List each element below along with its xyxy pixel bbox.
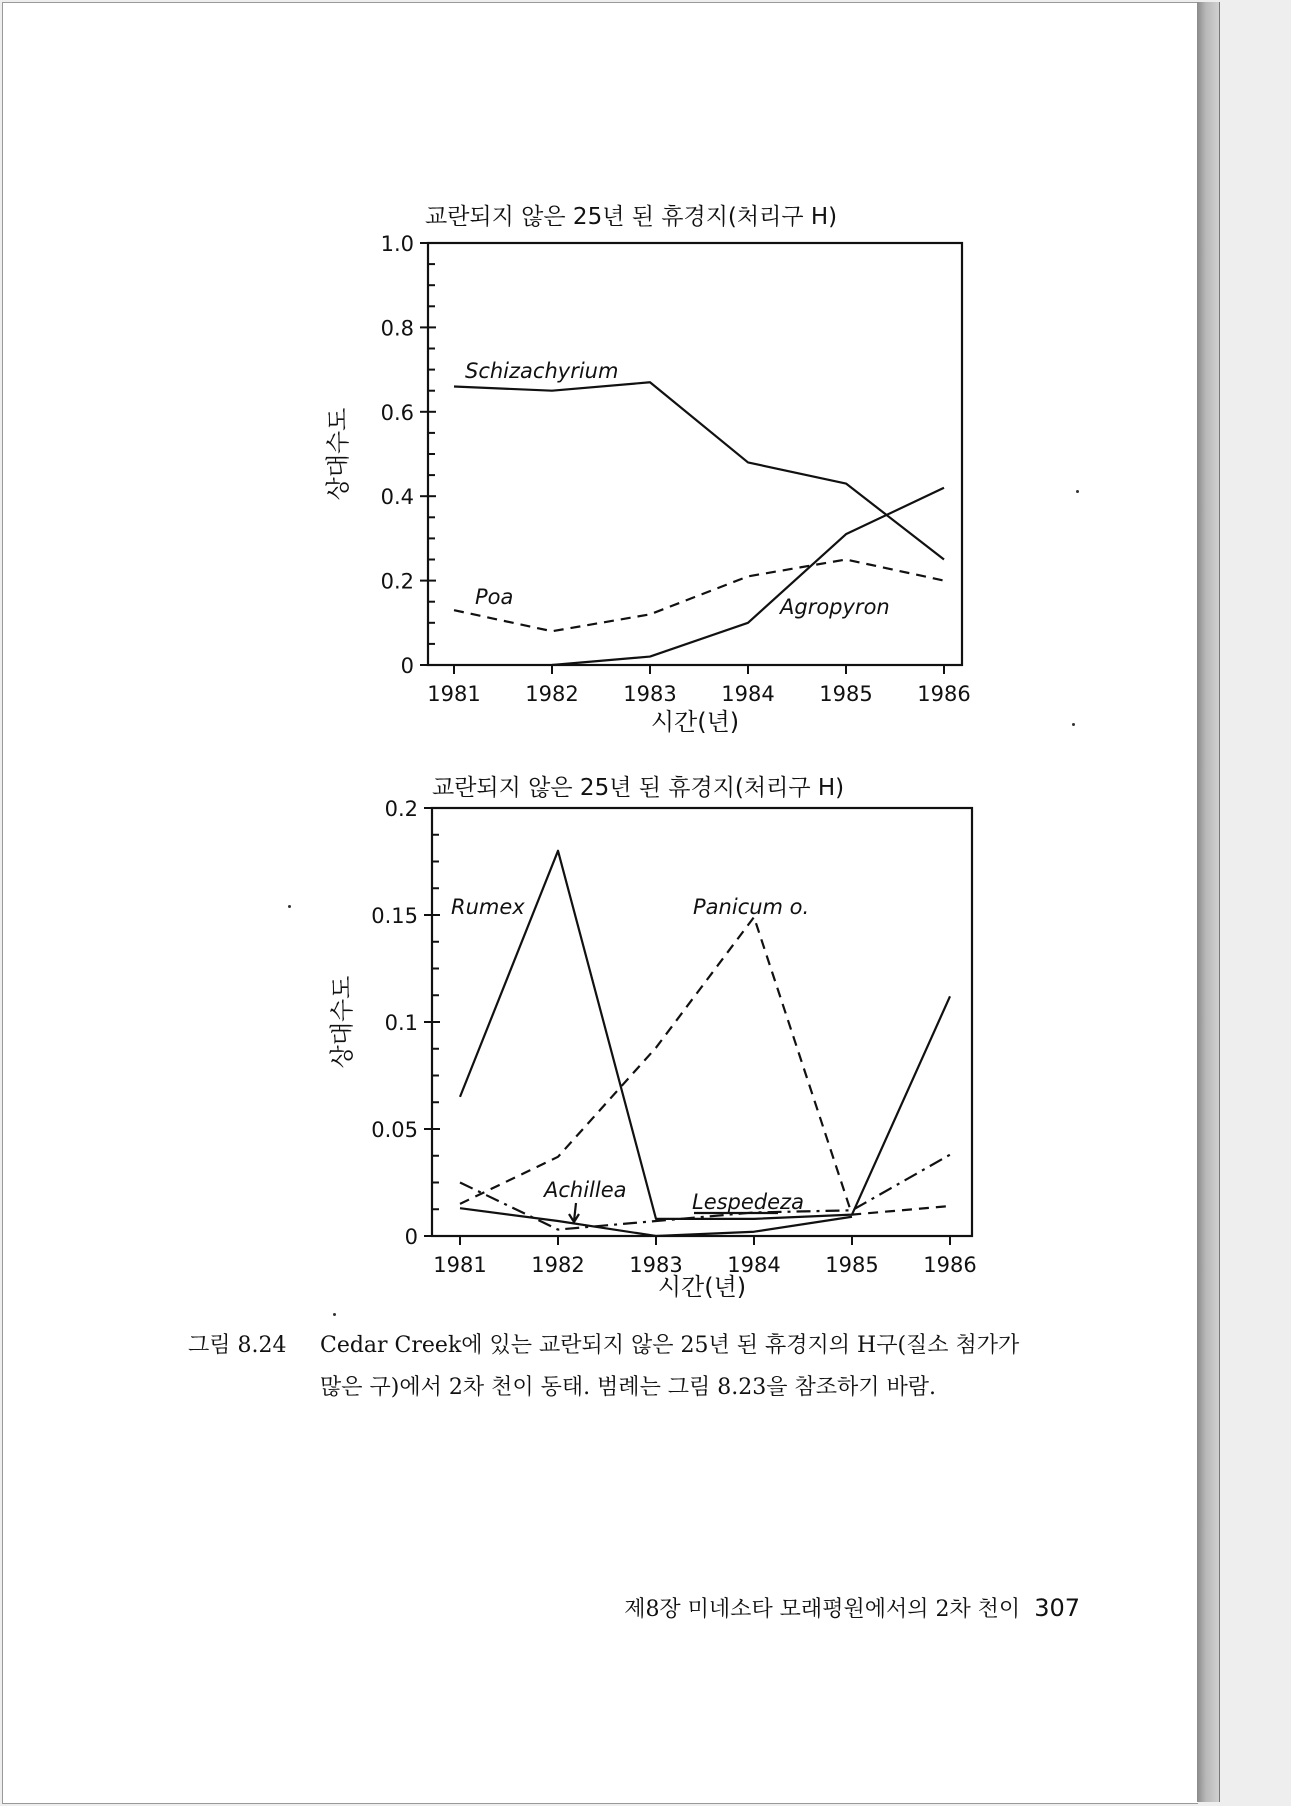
y-tick-label: 0.2 [384, 797, 418, 821]
series-label: Rumex [451, 895, 525, 919]
x-tick-label: 1983 [623, 682, 677, 706]
x-tick-label: 1984 [727, 1253, 781, 1277]
x-tick-label: 1981 [427, 682, 481, 706]
y-tick-label: 1.0 [380, 232, 414, 256]
x-tick-label: 1983 [629, 1253, 683, 1277]
x-tick-label: 1986 [923, 1253, 977, 1277]
x-tick-label: 1982 [525, 682, 579, 706]
x-axis-title: 시간(년) [650, 708, 740, 736]
y-tick-label: 0.1 [384, 1011, 418, 1035]
chart-title: 교란되지 않은 25년 된 휴경지(처리구 H) [432, 775, 845, 801]
y-tick-label: 0.8 [380, 316, 414, 341]
speck-mark [288, 905, 291, 908]
x-tick-label: 1984 [721, 682, 775, 706]
caption-figure-number: 그림 8.24 [188, 1333, 287, 1358]
x-tick-label: 1985 [819, 682, 873, 706]
series-line-schizachyrium [454, 382, 944, 559]
y-axis-title: 상대수도 [328, 975, 356, 1069]
x-tick-label: 1986 [917, 682, 971, 706]
speck-mark [333, 1313, 336, 1316]
y-tick-label: 0.6 [380, 400, 414, 425]
chapter-title: 제8장 미네소타 모래평원에서의 2차 천이 [624, 1597, 1021, 1622]
series-line-panicum-o [460, 917, 950, 1214]
x-tick-label: 1985 [825, 1253, 879, 1277]
series-label: Schizachyrium [465, 359, 619, 383]
x-axis-title: 시간(년) [657, 1273, 747, 1301]
speck-mark [1072, 723, 1075, 726]
speck-mark [1076, 490, 1079, 493]
series-label: Agropyron [780, 595, 890, 619]
y-tick-label: 0.2 [380, 569, 414, 594]
x-tick-label: 1981 [433, 1253, 487, 1277]
page-number: 307 [1034, 1594, 1080, 1622]
page-footer [540, 1592, 1080, 1623]
plot-frame [432, 808, 972, 1236]
caption-line-1: Cedar Creek에 있는 교란되지 않은 25년 된 휴경지의 H구(질소 첨가가 [320, 1333, 1020, 1358]
y-tick-label: 0 [404, 1225, 418, 1249]
chart-top [324, 204, 971, 736]
x-tick-label: 1982 [531, 1253, 585, 1277]
y-tick-label: 0.15 [371, 904, 418, 928]
series-label: Lespedeza [692, 1190, 804, 1214]
y-tick-label: 0.4 [380, 485, 414, 510]
chart-bottom [328, 775, 977, 1301]
y-tick-label: 0 [400, 654, 414, 678]
y-axis-title: 상대수도 [324, 407, 352, 501]
series-label: Panicum o. [693, 895, 810, 919]
caption-line-2: 많은 구)에서 2차 천이 동태. 범례는 그림 8.23을 참조하기 바람. [320, 1375, 937, 1400]
y-tick-label: 0.05 [371, 1118, 418, 1142]
chart-title: 교란되지 않은 25년 된 휴경지(처리구 H) [425, 204, 838, 230]
series-label: Achillea [544, 1178, 627, 1202]
series-label: Poa [475, 585, 514, 609]
